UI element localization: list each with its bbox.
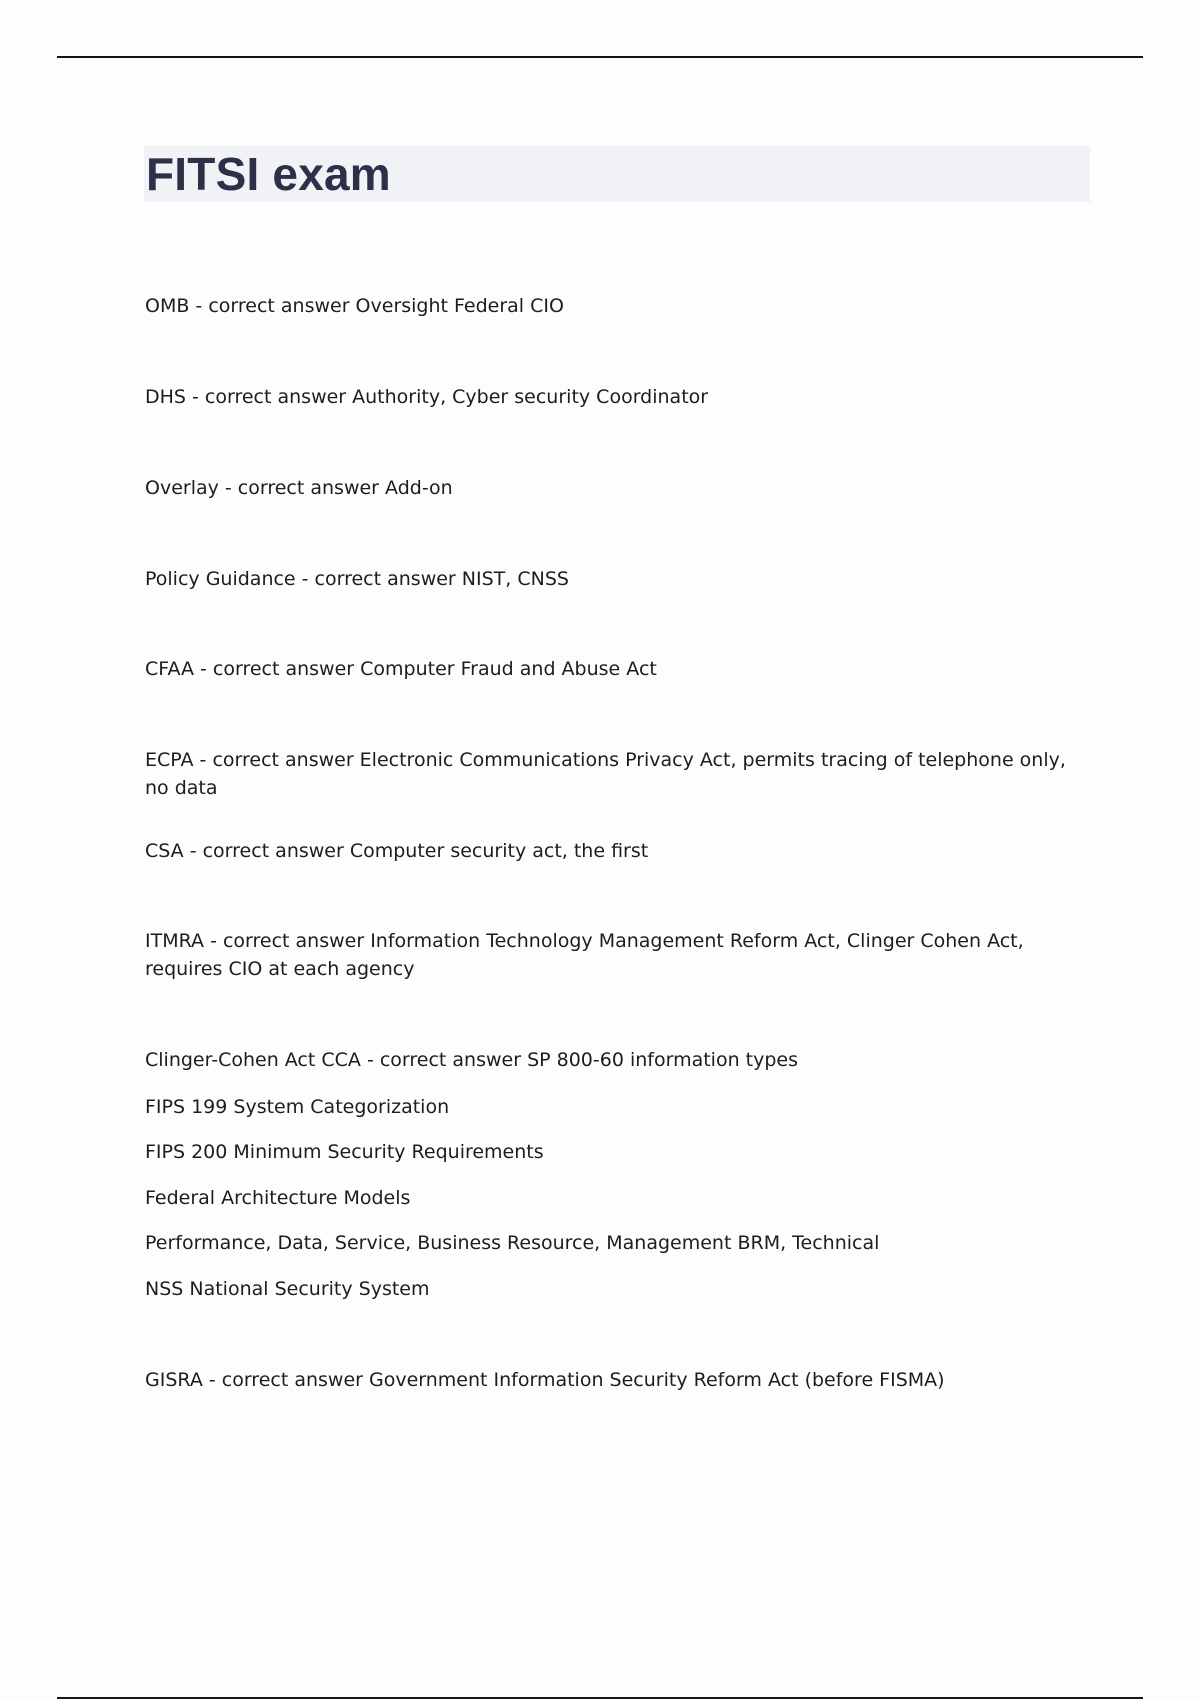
entry-gisra: GISRA - correct answer Government Information Security Reform Act (before FISMA) <box>145 1369 945 1391</box>
entry-federal-architecture-models: Federal Architecture Models <box>145 1187 411 1209</box>
entry-omb: OMB - correct answer Oversight Federal CIO <box>145 295 564 317</box>
entry-fips-200: FIPS 200 Minimum Security Requirements <box>145 1141 544 1163</box>
bottom-rule <box>57 1697 1143 1699</box>
document-title: FITSI exam <box>146 148 391 200</box>
entry-overlay: Overlay - correct answer Add-on <box>145 477 453 499</box>
entry-nss: NSS National Security System <box>145 1278 430 1300</box>
entry-cfaa: CFAA - correct answer Computer Fraud and Abuse Act <box>145 658 657 680</box>
entry-clinger-cohen: Clinger-Cohen Act CCA - correct answer SP 800-60 information types <box>145 1049 799 1071</box>
entry-itmra: ITMRA - correct answer Information Technology Management Reform Act, Clinger Cohen Act, requires CIO at each agency <box>145 930 1024 980</box>
entry-ecpa: ECPA - correct answer Electronic Communications Privacy Act, permits tracing of telephone only, no data <box>145 749 1066 799</box>
entry-csa: CSA - correct answer Computer security act, the first <box>145 840 649 862</box>
entry-fips-199: FIPS 199 System Categorization <box>145 1096 450 1118</box>
entry-architecture-model-list: Performance, Data, Service, Business Resource, Management BRM, Technical <box>145 1232 880 1254</box>
entry-policy-guidance: Policy Guidance - correct answer NIST, CNSS <box>145 568 569 590</box>
entry-dhs: DHS - correct answer Authority, Cyber security Coordinator <box>145 386 709 408</box>
top-rule <box>57 56 1143 58</box>
